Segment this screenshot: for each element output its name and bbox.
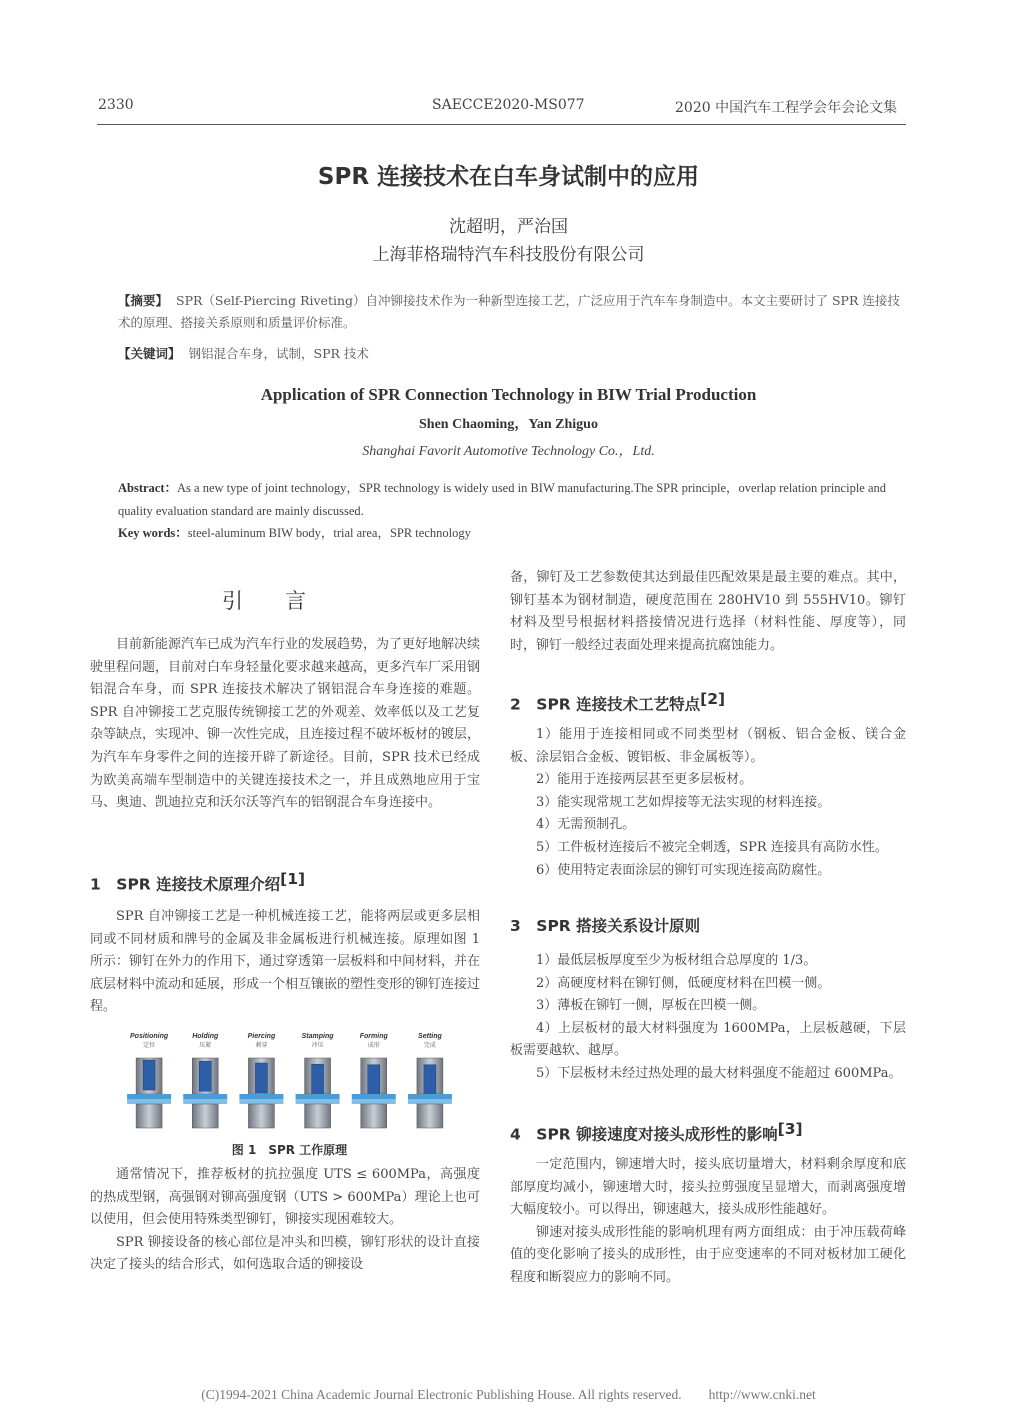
intro-section	[90, 634, 480, 815]
section-2-item: 2）能用于连接两层甚至更多层板材。	[536, 772, 753, 788]
abstract-en	[118, 477, 904, 523]
section-2-item: 3）能实现常规工艺如焊接等无法实现的材料连接。	[536, 794, 831, 810]
section-3-item: 3）薄板在铆钉一侧，厚板在凹模一侧。	[536, 998, 766, 1014]
abstract-en-label: Abstract：	[118, 481, 178, 495]
section-2-heading: 2 SPR 连接技术工艺特点	[510, 695, 701, 714]
keywords-cn-text: 钢铝混合车身，试制，SPR 技术	[188, 346, 369, 361]
top-sheet	[408, 1094, 452, 1099]
rivet-punch	[255, 1063, 267, 1093]
rivet-punch	[199, 1061, 211, 1091]
die	[361, 1104, 387, 1128]
stage-label-cn: 冲压	[311, 1042, 324, 1049]
header-rule	[97, 124, 906, 125]
abstract-cn-label: 【摘要】	[118, 293, 169, 308]
section-1-ref: [1]	[280, 870, 306, 888]
abstract-cn	[118, 290, 904, 334]
bottom-sheet	[127, 1099, 171, 1104]
left-col-tail	[90, 1164, 480, 1277]
keywords-en-label: Key words：	[118, 526, 188, 540]
intro-heading-wrap	[90, 590, 480, 617]
section-3-item: 5）下层板材未经过热处理的最大材料强度不能超过 600MPa。	[536, 1065, 902, 1081]
stage-label-cn: 刺穿	[255, 1042, 268, 1049]
process-stage	[408, 1033, 452, 1128]
section-2-item: 4）无需预制孔。	[536, 817, 636, 833]
top-sheet	[352, 1094, 396, 1099]
die	[192, 1104, 218, 1128]
keywords-en-text: steel-aluminum BIW body，trial area，SPR technology	[187, 526, 471, 540]
section-2-heading-wrap	[510, 688, 906, 718]
stage-label-en: Stamping	[301, 1033, 334, 1040]
intro-paragraph: 目前新能源汽车已成为汽车行业的发展趋势，为了更好地解决续驶里程问题，目前对白车身轻量化要求越来越高，更多汽车厂采用钢铝混合车身，而 SPR 连接技术解决了钢铝混合车身连接的难题。SPR 自冲铆接工艺克服传统铆接工艺的外观差、效率低以及工艺复杂等缺点，实现冲、铆一次性完成，且连接过程不破坏板材的镀层，为汽车车身零件之间的连接开辟了新途径。目前，SPR 技术已经成为欧美高端车型制造中的关键连接技术之一，并且成熟地应用于宝马、奥迪、凯迪拉克和沃尔沃等汽车的铝钢混合车身连接中。	[90, 637, 481, 811]
abstract-en-text: As a new type of joint technology，SPR technology is widely used in BIW manufacturing.The SPR principle，overlap relation principle and quality evaluation standard are mainly discussed.	[118, 481, 887, 518]
rivet-punch	[424, 1065, 436, 1095]
process-stage	[239, 1033, 283, 1128]
stage-label-cn: 完成	[423, 1042, 436, 1049]
section-3-heading: 3 SPR 搭接关系设计原则	[510, 917, 701, 935]
proceedings-name: 2020 中国汽车工程学会年会论文集	[675, 100, 898, 116]
page-number: 2330	[98, 97, 134, 113]
section-2-item: 5）工件板材连接后不被完全刺透，SPR 连接具有高防水性。	[536, 839, 888, 855]
process-stage	[183, 1033, 227, 1128]
top-sheet	[296, 1094, 340, 1099]
affiliation: 上海菲格瑞特汽车科技股份有限公司	[372, 245, 645, 265]
die	[305, 1104, 331, 1128]
keywords-cn-label: 【关键词】	[118, 346, 181, 361]
figure-1-caption: 图 1 SPR 工作原理	[231, 1143, 348, 1157]
process-stage	[352, 1033, 396, 1128]
section-2-item: 1）能用于连接相同或不同类型材（钢板、铝合金板、镁合金板、涂层铝合金板、镀铝板、非金属板等）。	[510, 727, 906, 765]
bottom-sheet	[352, 1099, 396, 1104]
stage-label-cn: 成形	[367, 1042, 380, 1049]
rivet-punch	[143, 1060, 155, 1090]
spr-process-figure	[121, 1030, 458, 1140]
section-4-ref: [3]	[777, 1120, 803, 1138]
stage-label-en: Piercing	[247, 1033, 276, 1040]
section-2-ref: [2]	[700, 690, 726, 708]
bottom-sheet	[239, 1099, 283, 1104]
stage-label-en: Positioning	[130, 1033, 169, 1040]
intro-heading: 引言	[222, 589, 348, 613]
rivet-punch	[312, 1064, 324, 1094]
section-3-item: 4）上层板材的最大材料强度为 1600MPa，上层板越硬，下层板需要越软、越厚。	[510, 1020, 906, 1059]
uts-paragraph: 通常情况下，推荐板材的抗拉强度 UTS ≤ 600MPa，高强度的热成型钢，高强钢对铆高强度钢（UTS > 600MPa）理论上也可以使用，但会使用特殊类型铆钉，铆接实现困难较大。	[90, 1167, 480, 1228]
paper-title-en: Application of SPR Connection Technology in BIW Trial Production	[260, 385, 757, 404]
paper-code: SAECCE2020-MS077	[432, 97, 585, 113]
top-sheet	[183, 1094, 227, 1099]
affiliation-en: Shanghai Favorit Automotive Technology Co.，Ltd.	[362, 444, 655, 459]
section-2-item: 6）使用特定表面涂层的铆钉可实现连接高防腐性。	[536, 862, 831, 878]
right-col-top	[510, 567, 906, 657]
section-4-heading: 4 SPR 铆接速度对接头成形性的影响	[510, 1125, 778, 1144]
bottom-sheet	[296, 1099, 340, 1104]
section-4-paragraph-2: 铆速对接头成形性能的影响机理有两方面组成：由于冲压载荷峰值的变化影响了接头的成形性，由于应变速率的不同对板材加工硬化程度和断裂应力的影响不同。	[510, 1224, 906, 1285]
section-1-paragraph: SPR 自冲铆接工艺是一种机械连接工艺，能将两层或更多层相同或不同材质和牌号的金属及非金属板进行机械连接。原理如图 1 所示：铆钉在外力的作用下，通过穿透第一层板料和中间材料，并在底层材料中流动和延展，形成一个相互镶嵌的塑性变形的铆钉连接过程。	[90, 909, 481, 1015]
section-1-body	[90, 906, 480, 1019]
copyright-footer: (C)1994-2021 China Academic Journal Electronic Publishing House. All rights reserved. http://www.cnki.net	[201, 1387, 816, 1402]
section-3-item: 2）高硬度材料在铆钉侧，低硬度材料在凹模一侧。	[536, 975, 831, 991]
section-3-heading-wrap	[510, 915, 906, 940]
section-1-heading: 1 SPR 连接技术原理介绍	[90, 875, 281, 894]
stage-label-en: Setting	[418, 1033, 442, 1040]
section-3-item: 1）最低层板厚度至少为板材组合总厚度的 1/3。	[536, 953, 817, 968]
die	[248, 1104, 274, 1128]
top-sheet	[239, 1094, 283, 1099]
bottom-sheet	[183, 1099, 227, 1104]
process-stage	[127, 1033, 171, 1128]
stage-label-en: Holding	[192, 1033, 219, 1040]
authors-en: Shen Chaoming，Yan Zhiguo	[419, 417, 598, 432]
stage-label-cn: 压紧	[199, 1042, 212, 1049]
authors: 沈超明，严治国	[449, 217, 568, 237]
abstract-cn-text: SPR（Self-Piercing Riveting）自冲铆接技术作为一种新型连接工艺，广泛应用于汽车车身制造中。本文主要研讨了 SPR 连接技术的原理、搭接关系原则和质量评价标准。	[118, 293, 900, 330]
stage-label-en: Forming	[359, 1033, 388, 1040]
die	[136, 1104, 162, 1128]
bottom-sheet	[408, 1099, 452, 1104]
stage-label-cn: 定位	[143, 1042, 156, 1049]
section-4-heading-wrap	[510, 1118, 906, 1148]
section-3-list	[510, 950, 906, 1086]
rivet-paragraph: 备，铆钉及工艺参数使其达到最佳匹配效果是最主要的难点。其中，铆钉基本为钢材制造，硬度范围在 280HV10 到 555HV10。铆钉材料及型号根据材料搭接情况进行选择（材料性能、厚度等），同时，铆钉一般经过表面处理来提高抗腐蚀能力。	[510, 570, 906, 653]
rivet-punch	[368, 1065, 380, 1095]
section-4-body	[510, 1154, 906, 1290]
section-2-list	[510, 724, 906, 882]
paper-title: SPR 连接技术在白车身试制中的应用	[317, 164, 700, 190]
equipment-paragraph: SPR 铆接设备的核心部位是冲头和凹模，铆钉形状的设计直接决定了接头的结合形式，如何选取合适的铆接设	[90, 1234, 480, 1273]
keywords-cn	[118, 343, 904, 365]
process-stage	[296, 1033, 340, 1128]
section-4-paragraph-1: 一定范围内，铆速增大时，接头底切量增大，材料剩余厚度和底部厚度均减小，铆速增大时，接头拉剪强度呈显增大，而剥离强度增大幅度较小。可以得出，铆速越大，接头成形性能越好。	[510, 1157, 906, 1218]
die	[417, 1104, 443, 1128]
keywords-en	[118, 522, 904, 545]
top-sheet	[127, 1094, 171, 1099]
section-1-heading-wrap	[90, 868, 480, 898]
